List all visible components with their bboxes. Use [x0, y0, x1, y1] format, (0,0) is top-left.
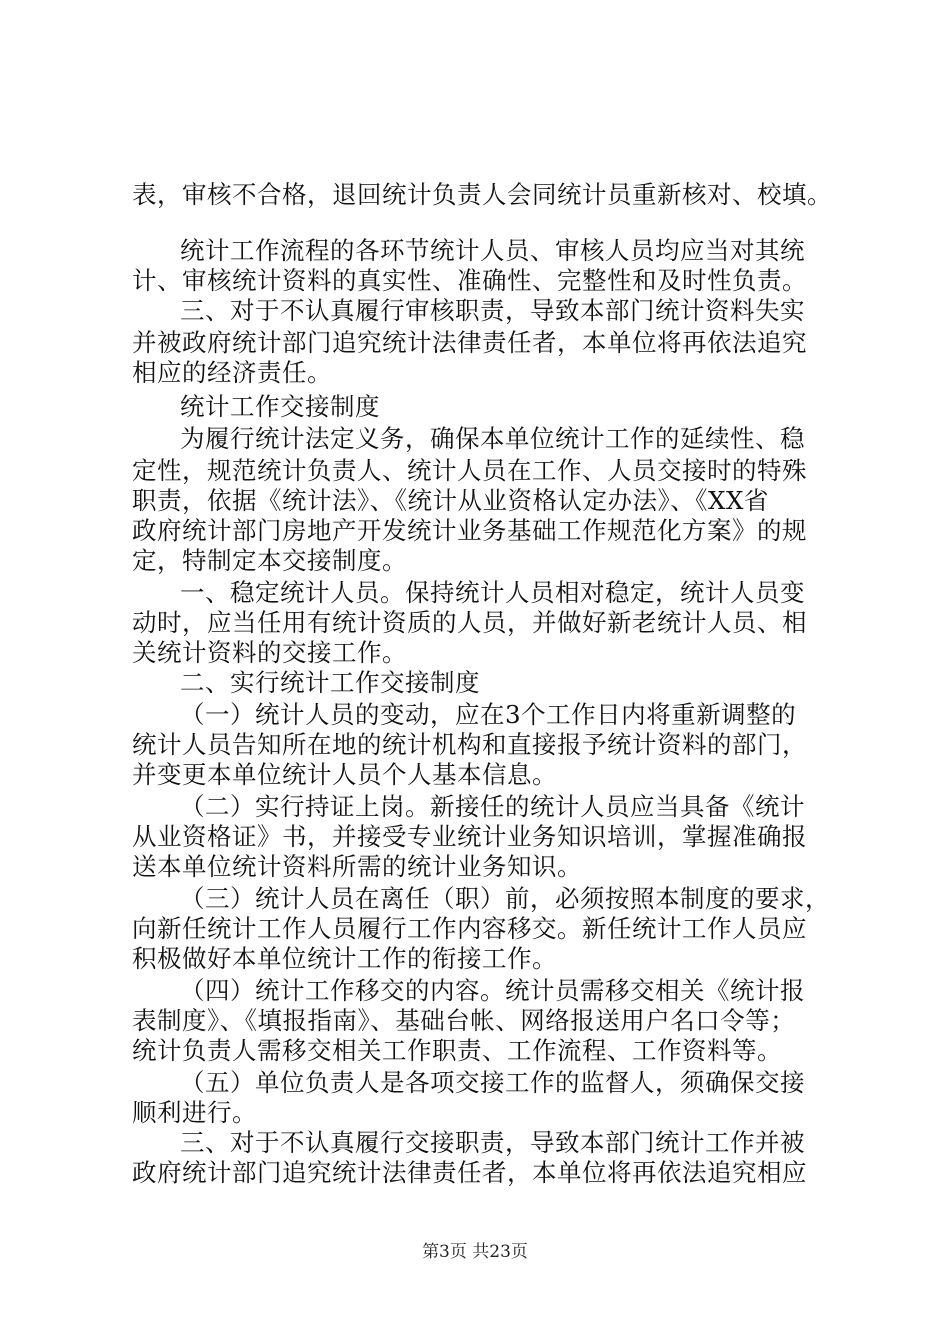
text-line: 相应的经济责任。 — [132, 358, 332, 387]
text-line: 职责，依据《统计法》、《统计从业资格认定办法》、《XX省 — [132, 486, 769, 515]
text-line: （二）实行持证上岗。新接任的统计人员应当具备《统计 — [180, 792, 805, 821]
text-line: 从业资格证》书，并接受专业统计业务知识培训，掌握准确报 — [132, 822, 807, 851]
text-line: 政府统计部门追究统计法律责任者，本单位将再依法追究相应 — [132, 1158, 807, 1187]
text-line: 顺利进行。 — [132, 1098, 257, 1127]
text-line: 并变更本单位统计人员个人基本信息。 — [132, 760, 557, 789]
text-line: 计、审核统计资料的真实性、准确性、完整性和及时性负责。 — [132, 266, 807, 295]
text-line: 并被政府统计部门追究统计法律责任者，本单位将再依法追究 — [132, 328, 807, 357]
text-line: 为履行统计法定义务，确保本单位统计工作的延续性、稳 — [180, 424, 805, 453]
text-line: 统计负责人需移交相关工作职责、工作流程、工作资料等。 — [132, 1036, 782, 1065]
text-line: （四）统计工作移交的内容。统计员需移交相关《统计报 — [180, 976, 805, 1005]
section-heading: 统计工作交接制度 — [180, 392, 380, 421]
page-number-footer: 第3页 共23页 — [422, 1242, 528, 1262]
text-line: （一）统计人员的变动，应在3个工作日内将重新调整的 — [180, 700, 797, 729]
text-line: 三、对于不认真履行交接职责，导致本部门统计工作并被 — [180, 1128, 805, 1157]
text-line: 三、对于不认真履行审核职责，导致本部门统计资料失实 — [180, 296, 805, 325]
text-line: （三）统计人员在离任（职）前，必须按照本制度的要求， — [180, 884, 830, 913]
text-line: 送本单位统计资料所需的统计业务知识。 — [132, 852, 582, 881]
text-line: 积极做好本单位统计工作的衔接工作。 — [132, 944, 557, 973]
text-line: 向新任统计工作人员履行工作内容移交。新任统计工作人员应 — [132, 914, 807, 943]
text-line: 关统计资料的交接工作。 — [132, 638, 407, 667]
text-line: 定性，规范统计负责人、统计人员在工作、人员交接时的特殊 — [132, 456, 807, 485]
text-line: 一、稳定统计人员。保持统计人员相对稳定，统计人员变 — [180, 578, 805, 607]
text-line: 二、实行统计工作交接制度 — [180, 668, 480, 697]
text-line: 政府统计部门房地产开发统计业务基础工作规范化方案》的规 — [132, 516, 807, 545]
text-line: （五）单位负责人是各项交接工作的监督人，须确保交接 — [180, 1068, 805, 1097]
text-line: 统计工作流程的各环节统计人员、审核人员均应当对其统 — [180, 236, 805, 265]
text-line: 表制度》、《填报指南》、基础台帐、网络报送用户名口令等； — [132, 1006, 796, 1035]
text-line: 动时，应当任用有统计资质的人员，并做好新老统计人员、相 — [132, 608, 807, 637]
text-line: 表，审核不合格，退回统计负责人会同统计员重新核对、校填。 — [132, 180, 832, 209]
text-line: 统计人员告知所在地的统计机构和直接报予统计资料的部门， — [132, 730, 807, 759]
text-line: 定，特制定本交接制度。 — [132, 546, 407, 575]
